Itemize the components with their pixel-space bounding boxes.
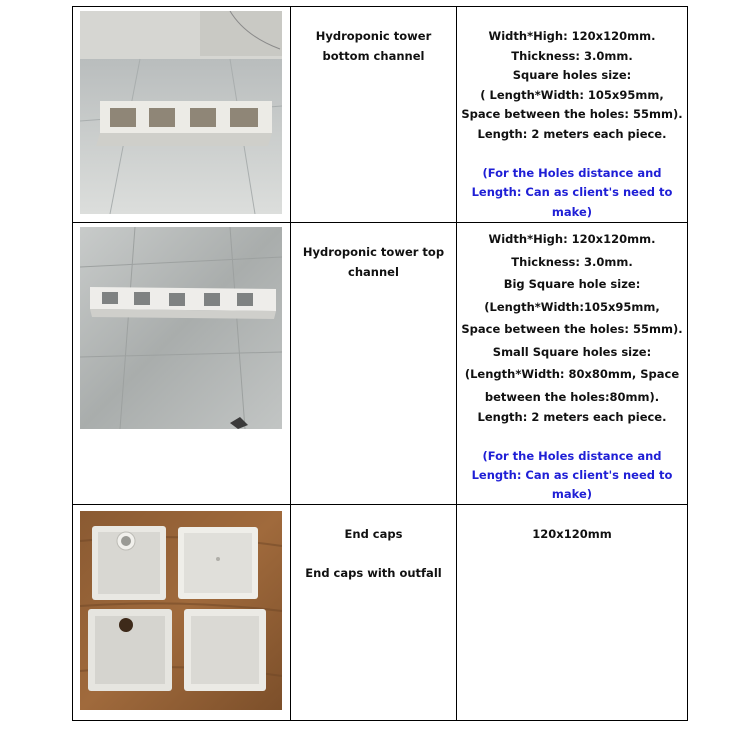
- table-row: [73, 223, 688, 505]
- product-name-cell: [291, 7, 457, 223]
- product-name-cell: [291, 223, 457, 505]
- product-name-line: bottom channel: [322, 48, 425, 63]
- product-name-cell: [291, 504, 457, 720]
- spec-line: between the holes:80mm).: [484, 389, 660, 404]
- end-caps-photo: [80, 511, 282, 710]
- spec-line: 120x120mm: [532, 526, 612, 541]
- bottom-channel-photo: [80, 11, 282, 214]
- spec-line: Square holes size:: [512, 68, 632, 82]
- custom-note-line: Length: Can as client's need to: [471, 185, 673, 199]
- spec-line: (Length*Width:105x95mm,: [484, 299, 660, 314]
- table-row: [73, 7, 688, 223]
- spec-line: Space between the holes: 55mm).: [461, 107, 683, 121]
- spec-cell: [457, 223, 688, 505]
- custom-note-line: (For the Holes distance and: [482, 448, 662, 463]
- spec-line: Length: 2 meters each piece.: [477, 410, 667, 424]
- spec-line: (Length*Width: 80x80mm, Space: [464, 367, 680, 381]
- image-cell: [73, 223, 291, 505]
- custom-note-line: make): [551, 204, 593, 219]
- top-channel-photo: [80, 227, 282, 429]
- custom-note-line: (For the Holes distance and: [482, 165, 662, 180]
- spec-line: Small Square holes size:: [492, 344, 652, 359]
- image-cell: [73, 7, 291, 223]
- custom-note-line: Length: Can as client's need to: [471, 467, 673, 482]
- product-name-spacer: [291, 544, 456, 564]
- spec-cell: [457, 504, 688, 720]
- product-spec-table: [72, 6, 688, 721]
- product-name-line: End caps: [344, 526, 403, 541]
- spec-line: Space between the holes: 55mm).: [461, 322, 683, 336]
- image-cell: [73, 504, 291, 720]
- product-name-line: Hydroponic tower: [315, 29, 432, 43]
- product-name-line: Hydroponic tower top: [302, 245, 445, 259]
- table-row: [73, 504, 688, 720]
- product-name-line: End caps with outfall: [305, 565, 442, 580]
- spec-line: Width*High: 120x120mm.: [488, 232, 656, 246]
- spec-line: ( Length*Width: 105x95mm,: [480, 87, 664, 102]
- spec-line: Thickness: 3.0mm.: [511, 48, 633, 63]
- product-name-line: channel: [348, 264, 399, 279]
- custom-note-line: make): [551, 486, 593, 501]
- spec-line: Length: 2 meters each piece.: [477, 126, 667, 141]
- spec-line: Width*High: 120x120mm.: [488, 29, 656, 43]
- spec-cell: [457, 7, 688, 223]
- spec-line: Thickness: 3.0mm.: [511, 254, 633, 269]
- spec-line: Big Square hole size:: [503, 277, 641, 291]
